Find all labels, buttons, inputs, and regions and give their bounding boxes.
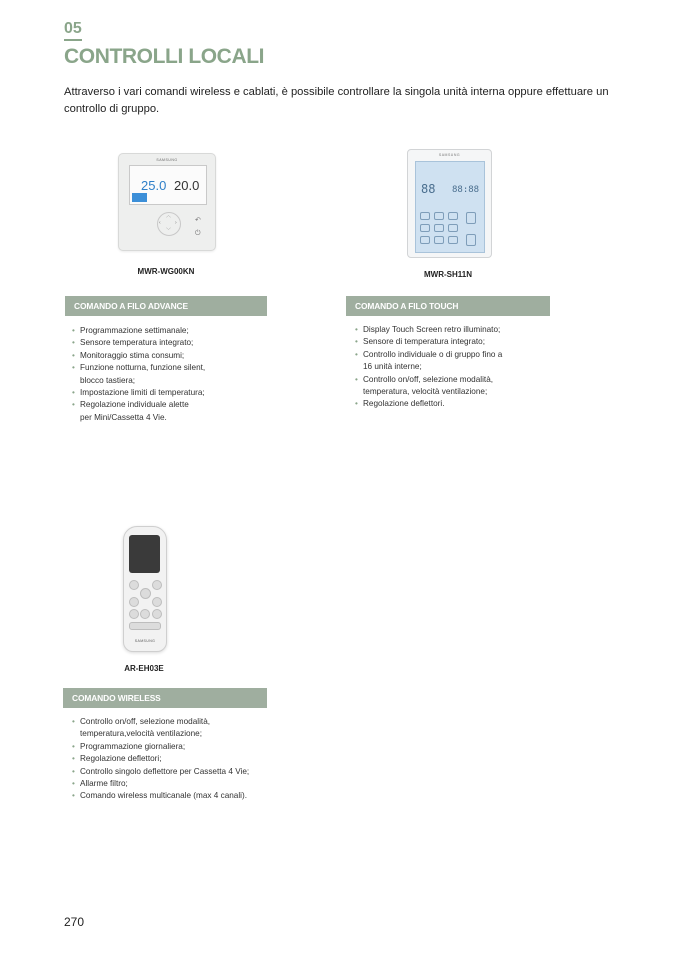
feature-item: • Programmazione giornaliera; bbox=[72, 741, 292, 753]
feature-item: • Sensore temperatura integrato; bbox=[72, 337, 272, 349]
remote-button-icon bbox=[152, 597, 162, 607]
feature-list bbox=[72, 325, 272, 424]
feature-item: • Programmazione settimanale; bbox=[72, 325, 272, 337]
feature-item: • Sensore di temperatura integrato; bbox=[355, 336, 555, 348]
mode-indicator bbox=[132, 193, 147, 202]
brand-logo: SAMSUNG bbox=[134, 639, 156, 643]
model-name: AR-EH03E bbox=[124, 664, 164, 673]
back-button-icon: ↶ bbox=[195, 217, 201, 224]
feature-item: • Regolazione deflettori. bbox=[355, 398, 555, 410]
model-name: MWR-WG00KN bbox=[137, 267, 195, 276]
model-name: MWR-SH11N bbox=[423, 270, 472, 279]
section-number: 05 bbox=[64, 20, 82, 41]
feature-item: • Controllo on/off, selezione modalità, temperatura, velocità ventilazione; bbox=[355, 374, 555, 399]
feature-item: • Controllo on/off, selezione modalità, temperatura,velocità ventilazione; bbox=[72, 716, 292, 741]
feature-item: • Regolazione deflettori; bbox=[72, 753, 292, 765]
set-temperature-reading: 20.0 bbox=[174, 178, 200, 193]
feature-list bbox=[355, 324, 555, 411]
feature-list bbox=[72, 716, 292, 803]
remote-button-icon bbox=[152, 609, 162, 619]
category-bar: COMANDO A FILO ADVANCE bbox=[65, 296, 267, 316]
remote-button-icon bbox=[129, 597, 139, 607]
touch-controller-image bbox=[407, 149, 492, 258]
category-bar: COMANDO A FILO TOUCH bbox=[346, 296, 550, 316]
feature-item: • Regolazione individuale alette per Mini/Cassetta 4 Vie. bbox=[72, 399, 272, 424]
wired-controller-advance-image bbox=[118, 153, 216, 251]
intro-paragraph: Attraverso i vari comandi wireless e cablati, è possibile controllare la singola unità interna oppure effettuare un controllo di gruppo. bbox=[64, 86, 609, 115]
feature-item: • Controllo singolo deflettore per Cassetta 4 Vie; bbox=[72, 766, 292, 778]
brand-logo: SAMSUNG bbox=[156, 158, 178, 162]
feature-item: • Impostazione limiti di temperatura; bbox=[72, 387, 272, 399]
remote-button-icon bbox=[140, 609, 150, 619]
page-number: 270 bbox=[64, 915, 85, 929]
page-title: CONTROLLI LOCALI bbox=[64, 45, 265, 68]
remote-display bbox=[129, 535, 160, 573]
remote-button-icon bbox=[129, 609, 139, 619]
feature-item: • Display Touch Screen retro illuminato; bbox=[355, 324, 555, 336]
feature-item: • Monitoraggio stima consumi; bbox=[72, 350, 272, 362]
feature-item: • Controllo individuale o di gruppo fino a 16 unità interne; bbox=[355, 349, 555, 374]
touch-icon-grid bbox=[420, 212, 480, 248]
remote-button-icon bbox=[152, 580, 162, 590]
display-digits-right: 88:88 bbox=[452, 185, 480, 195]
controller-display bbox=[129, 165, 207, 205]
feature-item: • Comando wireless multicanale (max 4 canali). bbox=[72, 790, 292, 802]
feature-item: • Allarme filtro; bbox=[72, 778, 292, 790]
current-temperature-reading: 25.0 bbox=[141, 178, 167, 193]
category-bar: COMANDO WIRELESS bbox=[63, 688, 267, 708]
feature-item: • Funzione notturna, funzione silent, blocco tastiera; bbox=[72, 362, 272, 387]
navigation-pad-icon: ︿ ﹀ ‹ › bbox=[157, 212, 181, 236]
remote-button-icon bbox=[129, 622, 161, 630]
display-digits-left: 88 bbox=[421, 182, 436, 196]
remote-button-icon bbox=[129, 580, 139, 590]
touch-display bbox=[415, 161, 485, 253]
brand-logo: SAMSUNG bbox=[438, 153, 461, 157]
power-button-icon: ⏻ bbox=[195, 230, 201, 237]
power-button-icon bbox=[140, 588, 151, 599]
wireless-remote-image bbox=[123, 526, 167, 652]
